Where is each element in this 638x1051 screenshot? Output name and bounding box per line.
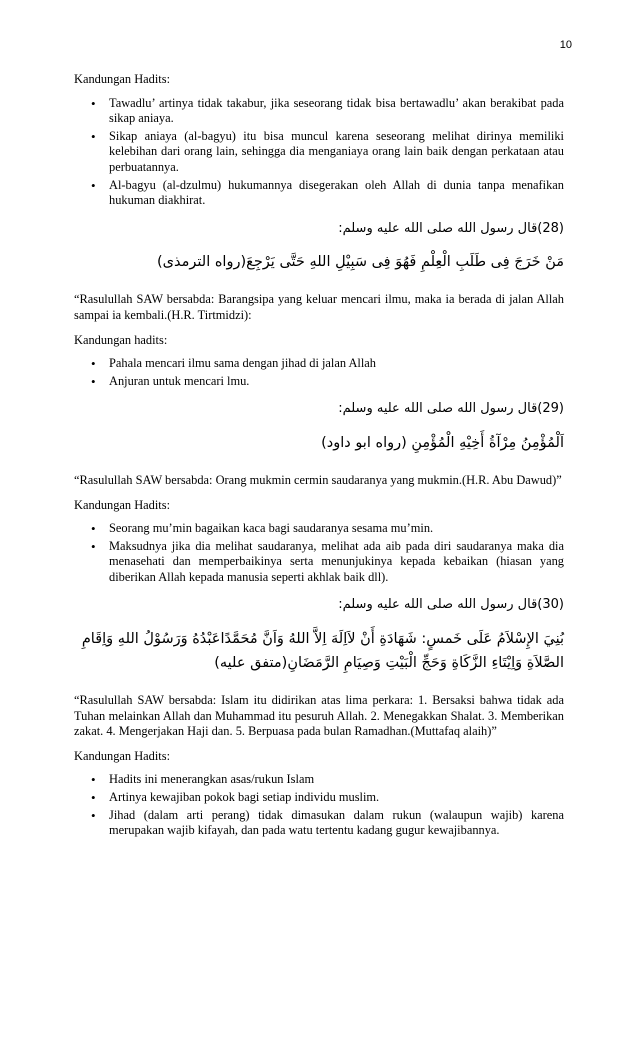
bullet-list [74, 772, 564, 838]
hadith-arabic-29: اَلْمُؤْمِنُ مِرْآةُ أَخِيْهِ الْمُؤْمِنِ (رواه ابو داود) [321, 434, 564, 451]
list-item: • Jihad (dalam arti perang) tidak dimasukan dalam rukun (walaupun wajib) karena merupakan wajib kifayah, dan pada watu tertentu kadang gugur kewajibannya. [74, 808, 564, 839]
section-heading: Kandungan Hadits: [74, 497, 171, 512]
hadith-translation-28: “Rasulullah SAW bersabda: Barangsipa yang keluar mencari ilmu, maka ia berada di jalan Allah sampai ia kembali.(H.R. Tirtmidzi): [74, 292, 564, 322]
hadith-translation-30: “Rasulullah SAW bersabda: Islam itu didirikan atas lima perkara: 1. Bersaksi bahwa tidak ada Tuhan melainkan Allah dan Muhammad itu pesuruh Allah. 2. Menegakkan Shalat. 3. Memberikan zakat. 4. Mengerjakan Haji dan. 5. Berpuasa pada bulan Ramadhan.(Muttafaq alaih)” [74, 693, 564, 739]
section-heading: Kandungan Hadits: [74, 748, 171, 763]
hadith-arabic-30: بُنِيَ الإِسْلاَمُ عَلَى خَمسٍ: شَهَادَةِ أَنْ لاَاِلَهَ اِلاَّ اللهُ وَاَنَّ مُحَمَّدًاعَبْدُهُ وَرَسُوْلُ اللهِ وَاِقَامِ الصَّلاَةِ وَاِيْتَاءِ الزَّكَاةِ وَحَجِّ الْبَيْتِ وَصِيَامِ الرَّمَضَانِ(متفق عليه) [81, 631, 564, 672]
hadith-translation-29: “Rasulullah SAW bersabda: Orang mukmin cermin saudaranya yang mukmin.(H.R. Abu Dawud)” [74, 472, 562, 487]
hadith-intro-29: (29)قال رسول الله صلى الله عليه وسلم: [338, 401, 564, 417]
hadith-arabic-28: مَنْ خَرَجَ فِى طَلَبِ الْعِلْمِ فَهُوَ فِى سَبِيْلِ اللهِ حَتَّى يَرْجِعَ(رواه الترمذى) [157, 254, 564, 271]
section-heading: Kandungan hadits: [74, 332, 168, 347]
list-item: • Seorang mu’min bagaikan kaca bagi saudaranya sesama mu’min. [74, 521, 564, 537]
list-item: • Hadits ini menerangkan asas/rukun Islam [74, 772, 564, 788]
bullet-list [74, 356, 564, 389]
list-item: • Tawadlu’ artinya tidak takabur, jika seseorang tidak bisa bertawadlu’ akan berakibat pada sikap aniaya. [74, 96, 564, 127]
page-number: 10 [559, 39, 572, 51]
document-body [74, 66, 564, 847]
list-item: • Anjuran untuk mencari lmu. [74, 374, 564, 390]
list-item: • Al-bagyu (al-dzulmu) hukumannya disegerakan oleh Allah di dunia tanpa menafikan hukuman diakhirat. [74, 178, 564, 209]
hadith-intro-28: (28)قال رسول الله صلى الله عليه وسلم: [338, 220, 564, 236]
list-item: • Sikap aniaya (al-bagyu) itu bisa muncul karena seseorang melihat dirinya memiliki kelebihan dari orang lain, sehingga dia menganiaya orang lain baik dengan perkataan atau perbuatannya. [74, 129, 564, 176]
section-heading: Kandungan Hadits: [74, 72, 171, 86]
list-item: • Artinya kewajiban pokok bagi setiap individu muslim. [74, 790, 564, 806]
hadith-intro-30: (30)قال رسول الله صلى الله عليه وسلم: [338, 597, 564, 613]
list-item: • Pahala mencari ilmu sama dengan jihad di jalan Allah [74, 356, 564, 372]
bullet-list [74, 521, 564, 585]
list-item: • Maksudnya jika dia melihat saudaranya, melihat ada aib pada diri saudaranya maka dia menasehati dan memperbaikinya serta menunjukinya kepada kebaikan (hiasan yang diberikan Allah kepada manusia seperti akhlak baik dll). [74, 539, 564, 586]
bullet-list [74, 96, 564, 209]
